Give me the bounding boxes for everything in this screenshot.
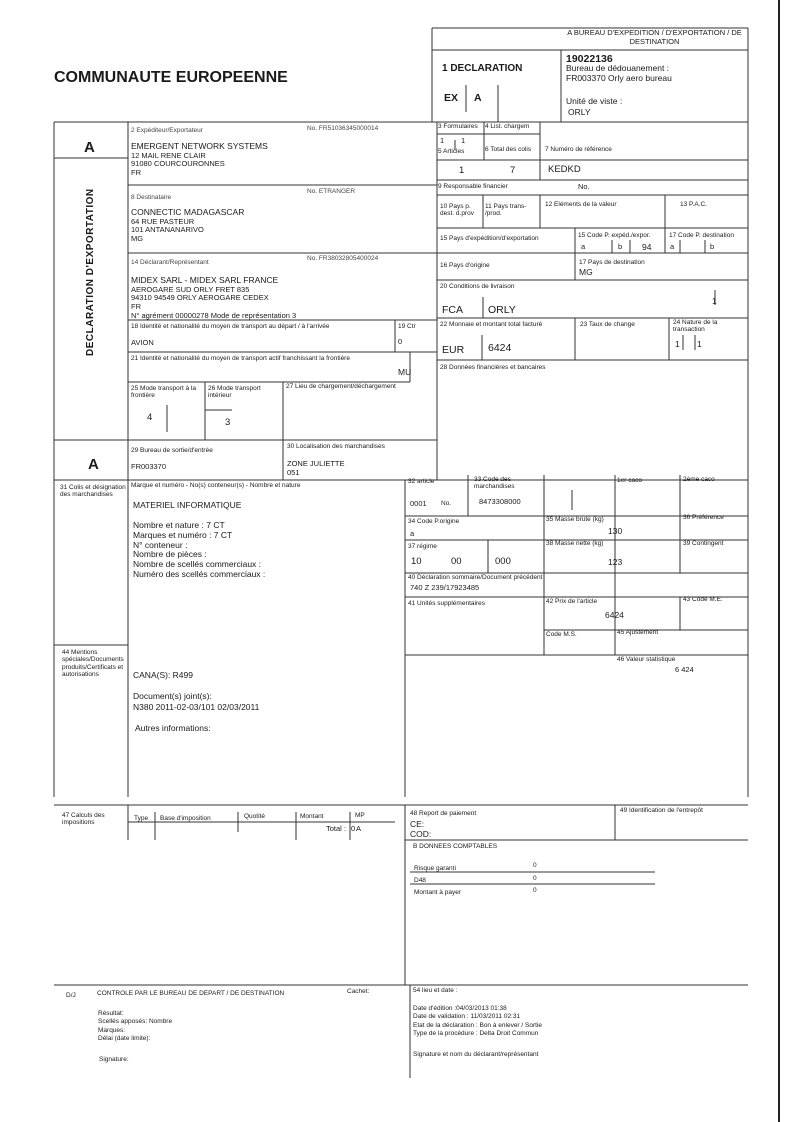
box3-label: 3 Formulaires xyxy=(438,123,478,130)
box34-a: a xyxy=(410,529,415,538)
box2-address: EMERGENT NETWORK SYSTEMS 12 MAIL RENE CLAIR 91080 COURCOURONNES FR xyxy=(131,141,268,178)
box24-value-1: 1 xyxy=(675,339,680,349)
boxB-row3-label: Montant à payer xyxy=(414,889,461,896)
box33-value: 8473308000 xyxy=(479,497,521,506)
box38-label: 38 Masse nette (kg) xyxy=(546,540,604,547)
box14-number: No. FR38032805400024 xyxy=(307,255,379,262)
box45-label: 45 Ajustement xyxy=(617,629,659,636)
box46-label: 46 Valeur statistique xyxy=(617,656,676,663)
box18-label: 18 Identité et nationalité du moyen de transport au départ / à l'arrivée xyxy=(131,323,330,330)
box30-label: 30 Localisation des marchandises xyxy=(287,443,385,450)
box30-lines: ZONE JULIETTE 051 xyxy=(287,459,345,477)
box39-label: 39 Contingent xyxy=(683,540,724,547)
box7-value: KEDKD xyxy=(548,164,581,175)
unite-label: Unité de viste : xyxy=(566,96,623,106)
box40-label: 40 Déclaration sommaire/Document précédent xyxy=(408,574,543,581)
box24-value-2: 1 xyxy=(697,339,702,349)
box16-label: 16 Pays d'origine xyxy=(440,262,490,269)
box3-value-2: 1 xyxy=(461,136,466,145)
box6-value: 7 xyxy=(510,165,516,176)
declaration-label: 1 DECLARATION xyxy=(442,63,523,74)
box11-label: 11 Pays trans- /prod. xyxy=(485,203,527,218)
bureau-number: 19022136 xyxy=(566,53,613,65)
box8-label: 8 Destinataire xyxy=(131,194,172,201)
box26-value: 3 xyxy=(225,417,231,428)
box15a-a: a xyxy=(581,242,586,251)
box17-value: MG xyxy=(579,267,593,277)
boxB-row1-label: Risque garanti xyxy=(414,865,456,872)
boxB-row2-label: D48 xyxy=(414,877,426,884)
box34-label: 34 Code P.origine xyxy=(408,518,460,525)
box5-label: 5 Articles xyxy=(438,148,465,155)
box35-label: 35 Masse brute (kg) xyxy=(546,516,604,523)
box22-label: 22 Monnaie et montant total facturé xyxy=(440,321,543,328)
box19-label: 19 Ctr xyxy=(398,323,416,330)
box8-address: CONNECTIC MADAGASCAR 64 RUE PASTEUR 101 ANTANANARIVO MG xyxy=(131,207,245,244)
box44-autres: Autres informations: xyxy=(135,723,211,733)
box23-label: 23 Taux de change xyxy=(580,321,635,328)
box44-documents-label: Document(s) joint(s): xyxy=(133,691,212,701)
box44-documents-value: N380 2011-02-03/101 02/03/2011 xyxy=(133,702,260,712)
box8-number: No. ETRANGER xyxy=(307,188,356,195)
box24-label: 24 Nature de la transaction xyxy=(673,319,718,334)
box54-lines: Date d'édition :04/03/2013 01:38 Date de validation : 11/03/2011 02:31 Etat de la déclaration : Bon à enlever / Sortie Type de la procédure : Delta Droit Commun xyxy=(413,1005,542,1038)
box27-label: 27 Lieu de chargement/déchargement xyxy=(286,383,396,390)
boxD-signature: Signature: xyxy=(99,1056,129,1063)
box47-col-mp: MP xyxy=(355,812,365,819)
box49-label: 49 Identification de l'entrepôt xyxy=(620,807,703,814)
box15a-label: 15 Code P. expéd./expor. xyxy=(578,232,651,239)
box32-no: No. xyxy=(441,500,452,507)
boxD-title: CONTROLE PAR LE BUREAU DE DEPART / DE DESTINATION xyxy=(97,990,285,997)
box9-label: 9 Responsable financier xyxy=(438,183,508,190)
box43-label: 43 Code M.E. xyxy=(683,596,723,603)
box54-label: 54 lieu et date : xyxy=(413,987,458,994)
box35-value: 130 xyxy=(608,526,623,536)
caco-first: 1er caco xyxy=(617,477,642,484)
boxB-row2-value: 0 xyxy=(533,875,537,882)
box17a-b: b xyxy=(710,242,715,251)
box25-value: 4 xyxy=(147,412,153,423)
bureau-caption: A BUREAU D'EXPEDITION / D'EXPORTATION / DE DESTINATION xyxy=(567,28,742,46)
box47-total-mp: A xyxy=(356,824,362,833)
box26-label: 26 Mode transport intérieur xyxy=(208,385,261,400)
box20-label: 20 Conditions de livraison xyxy=(440,283,515,290)
box36-label: 36 Préférence xyxy=(683,514,724,521)
box15-label: 15 Pays d'expédition/d'exportation xyxy=(440,235,539,242)
box46-value: 6 424 xyxy=(675,665,694,674)
boxB-row3-value: 0 xyxy=(533,887,537,894)
box3-value-1: 1 xyxy=(440,136,445,145)
boxD-lines: Résultat: Scellés apposés: Nombre Marques: Délai (date limite): xyxy=(98,1010,173,1043)
codems-label: Code M.S. xyxy=(546,631,577,638)
declaration-code-2: A xyxy=(474,92,482,104)
box21-label: 21 Identité et nationalité du moyen de transport actif franchissant la frontière xyxy=(131,355,350,362)
box22-currency: EUR xyxy=(442,344,465,356)
box37-label: 37 régime xyxy=(408,543,437,550)
box28-label: 28 Données financières et bancaires xyxy=(440,364,546,371)
box47-col-type: Type xyxy=(134,815,149,822)
box47-col-base: Base d'imposition xyxy=(160,815,211,822)
box37-value-2: 00 xyxy=(451,556,462,567)
boxB-label: B DONNEES COMPTABLES xyxy=(413,843,498,850)
box21-value: MU xyxy=(398,367,412,377)
box54-signature: Signature et nom du déclarant/représentant xyxy=(413,1051,539,1058)
boxB-row1-value: 0 xyxy=(533,862,537,869)
vertical-title: DECLARATION D'EXPORTATION xyxy=(85,188,96,356)
form-title: COMMUNAUTE EUROPEENNE xyxy=(54,69,288,86)
box40-value: 740 Z 239/17923485 xyxy=(410,583,480,592)
box31-header: Marque et numéro - No(s) conteneur(s) - Nombre et nature xyxy=(131,482,301,489)
box44-label: 44 Mentions spéciales/Documents produits/Certificats et autorisations xyxy=(62,649,124,679)
box41-label: 41 Unités supplémentaires xyxy=(408,600,485,607)
box2-number: No. FR51036345000014 xyxy=(307,125,379,132)
box7-label: 7 Numéro de référence xyxy=(545,146,612,153)
box32-label: 32 article xyxy=(408,478,435,485)
box22-amount: 6424 xyxy=(488,342,512,354)
box20-extra: 1 xyxy=(712,296,717,306)
box29-value: FR003370 xyxy=(131,462,167,471)
box17a-label: 17 Code P. destination xyxy=(669,232,734,239)
box20-code: FCA xyxy=(442,304,463,316)
box13-label: 13 P.A.C. xyxy=(680,201,707,208)
box25-label: 25 Mode transport à la frontière xyxy=(131,385,197,400)
box12-label: 12 Eléments de la valeur xyxy=(545,201,617,208)
boxD-cachet: Cachet: xyxy=(347,988,370,995)
box42-value: 6424 xyxy=(605,610,624,620)
box48-lines: CE: COD: xyxy=(410,819,432,839)
box31-details: Nombre et nature : 7 CT Marques et numéro : 7 CT N° conteneur : Nombre de pièces : Nombre de scellés commerciaux : Numéro des scellés commerciaux : xyxy=(133,520,266,579)
box15a-value: 94 xyxy=(642,242,652,252)
box38-value: 123 xyxy=(608,557,623,567)
box37-value-3: 000 xyxy=(495,556,511,567)
box47-label: 47 Calculs des impositions xyxy=(62,812,105,827)
caco-second: 2ème caco xyxy=(683,476,715,483)
box18-value: AVION xyxy=(131,338,154,347)
box10-label: 10 Pays p. dest. d.prov xyxy=(440,203,474,218)
box44-cana: CANA(S): R499 xyxy=(133,670,193,680)
box42-label: 42 Prix de l'article xyxy=(546,598,598,605)
box20-place: ORLY xyxy=(488,304,516,316)
box15a-b: b xyxy=(618,242,623,251)
box9-number: No. xyxy=(578,182,590,191)
box33-label: 33 Code des marchandises xyxy=(474,476,515,491)
box14-label: 14 Déclarant/Représentant xyxy=(131,259,209,266)
box5-value: 1 xyxy=(459,165,465,176)
box37-value-1: 10 xyxy=(411,556,422,567)
box19-value: 0 xyxy=(398,337,403,346)
declaration-code-1: EX xyxy=(444,92,459,104)
unite-value: ORLY xyxy=(568,107,591,117)
side-letter-bottom: A xyxy=(88,456,99,473)
box32-value: 0001 xyxy=(410,499,427,508)
box31-label: 31 Colis et désignation des marchandises xyxy=(60,484,126,499)
box17a-a: a xyxy=(670,242,675,251)
box48-label: 48 Report de paiement xyxy=(410,810,477,817)
box47-total-value: 0 xyxy=(351,824,356,833)
box47-total-label: Total : xyxy=(326,824,347,833)
box14-address: MIDEX SARL - MIDEX SARL FRANCE AEROGARE SUD ORLY FRET 835 94310 94549 ORLY AEROGARE CEDEX FR N° agrément 00000278 Mode de représentation 3 xyxy=(131,275,297,320)
box2-label: 2 Expéditeur/Exportateur xyxy=(131,127,203,134)
box29-label: 29 Bureau de sortie/d'entrée xyxy=(131,447,213,454)
bureau-lines: Bureau de dédouanement : FR003370 Orly aero bureau xyxy=(566,63,672,83)
boxD-prefix: D/J xyxy=(66,992,76,999)
box6-label: 6 Total des colis xyxy=(485,146,532,153)
box47-col-montant: Montant xyxy=(300,813,324,820)
side-letter-top: A xyxy=(84,139,95,156)
box31-designation: MATERIEL INFORMATIQUE xyxy=(133,500,242,510)
box4-label: 4 List. chargem xyxy=(485,123,530,130)
box17-label: 17 Pays de destination xyxy=(579,259,645,266)
box47-col-quotite: Quotité xyxy=(244,813,265,820)
